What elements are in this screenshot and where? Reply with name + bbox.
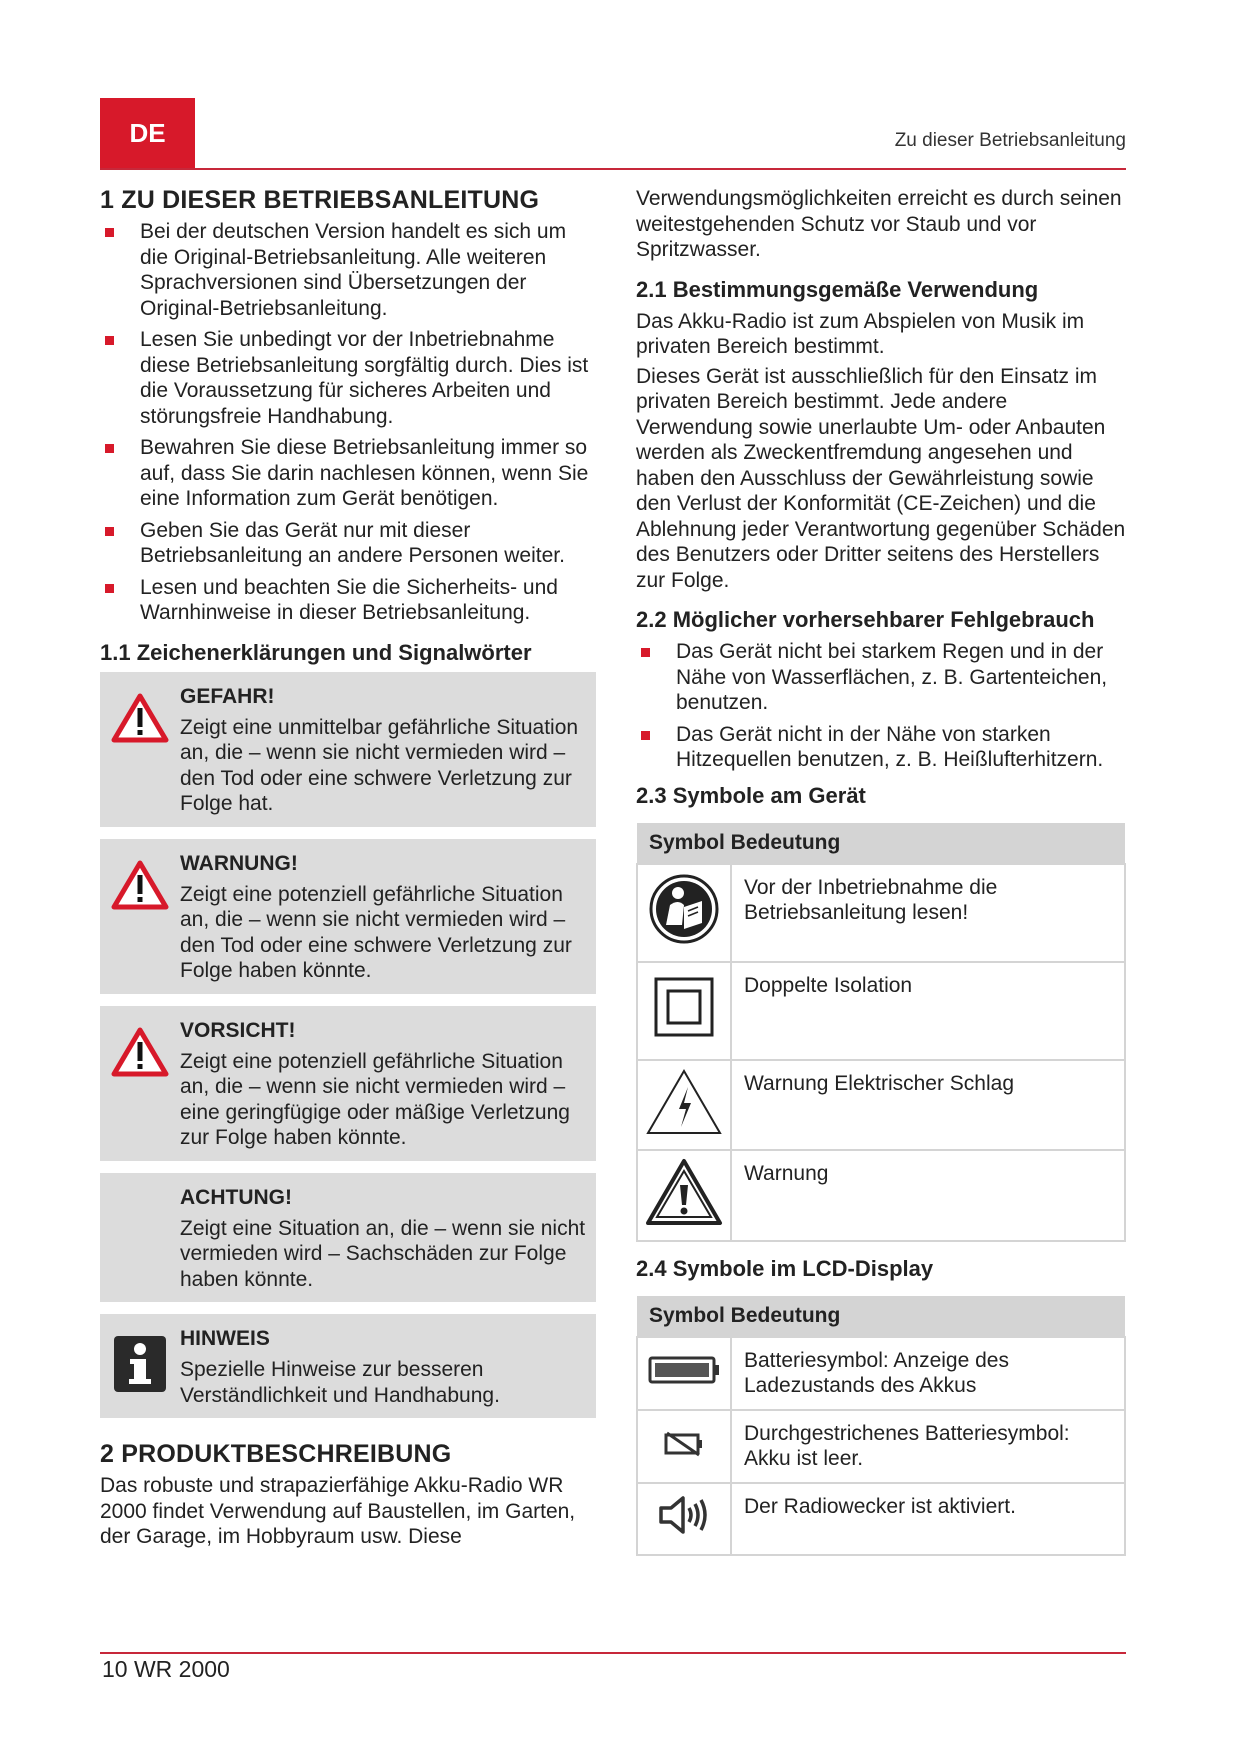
signal-box-achtung: [100, 1173, 596, 1303]
signal-text: Zeigt eine potenziell gefährliche Situation an, die – wenn sie nicht vermieden wird – den Tod oder eine schwere Verletzung zur Folge haben könnte.: [180, 882, 572, 982]
section2-heading: 2 PRODUKTBESCHREIBUNG: [100, 1440, 452, 1468]
section21-paragraph-2: Dieses Gerät ist ausschließlich für den Einsatz im privaten Bereich bestimmt. Jede andere Verwendung sowie unerlaubte Um- oder Anbauten werden als Zweckentfremdung angesehen und haben den Ausschluss der Gewährleistung sowie den Verlust der Konformität (CE-Zeichen) und die Ablehnung jeder Verantwortung gegenüber Schäden des Benutzers oder Dritter seitens des Herstellers zur Folge.: [636, 364, 1126, 592]
table-row: [637, 864, 1125, 962]
symbol-meaning: Batteriesymbol: Anzeige des Ladezustands des Akkus: [731, 1337, 1125, 1410]
section1-heading: 1 ZU DIESER BETRIEBSANLEITUNG: [100, 186, 540, 214]
signal-title: WARNUNG!: [180, 851, 298, 875]
symbol-meaning: Warnung: [731, 1150, 1125, 1241]
signal-text: Zeigt eine potenziell gefährliche Situation an, die – wenn sie nicht vermieden wird – eine geringfügige oder mäßige Verletzung zur Folge haben könnte.: [180, 1049, 570, 1149]
section22-bullet-list: [636, 639, 1126, 773]
footer-divider: [100, 1652, 1126, 1654]
table-row: [637, 1410, 1125, 1483]
header-section-title: Zu dieser Betriebsanleitung: [894, 130, 1126, 151]
device-symbols-table: [636, 823, 1126, 1242]
symbol-meaning: Durchgestrichenes Batteriesymbol: Akku ist leer.: [731, 1410, 1125, 1483]
double-insulation-icon: [653, 976, 715, 1038]
alarm-speaker-icon: [657, 1493, 711, 1537]
section1-bullet-list: [100, 219, 596, 626]
section21-heading: 2.1 Bestimmungsgemäße Verwendung: [636, 276, 1039, 302]
signal-text: Zeigt eine Situation an, die – wenn sie nicht vermieden wird – Sachschäden zur Folge haben könnte.: [180, 1216, 586, 1291]
table-row: [637, 1150, 1125, 1241]
symbol-meaning: Vor der Inbetriebnahme die Betriebsanleitung lesen!: [731, 864, 1125, 962]
list-item: Lesen Sie unbedingt vor der Inbetriebnahme diese Betriebsanleitung sorgfältig durch. Dies ist die Voraussetzung für sicheres Arbeiten und störungsfreie Handhabung.: [100, 327, 596, 429]
right-column: [636, 186, 1126, 1570]
table-row: [637, 1483, 1125, 1555]
read-manual-icon: [648, 873, 720, 945]
signal-title: HINWEIS: [180, 1327, 270, 1350]
list-item: Bewahren Sie diese Betriebsanleitung immer so auf, dass Sie darin nachlesen können, wenn Sie eine Information zum Gerät benötigen.: [100, 435, 596, 512]
signal-box-hinweis: [100, 1314, 596, 1418]
signal-box-warnung: [100, 839, 596, 994]
symbol-meaning: Doppelte Isolation: [731, 962, 1125, 1060]
signal-title: GEFAHR!: [180, 684, 275, 708]
symbol-meaning: Warnung Elektrischer Schlag: [731, 1060, 1125, 1151]
page-number: 10 WR 2000: [102, 1656, 230, 1682]
table-row: [637, 1337, 1125, 1410]
signal-title: ACHTUNG!: [180, 1185, 292, 1209]
language-tab: DE: [100, 98, 195, 168]
list-item: Das Gerät nicht bei starkem Regen und in der Nähe von Wasserflächen, z. B. Gartenteichen, benutzen.: [636, 639, 1126, 716]
section21-paragraph-1: Das Akku-Radio ist zum Abspielen von Musik im privaten Bereich bestimmt.: [636, 309, 1085, 358]
electric-shock-warning-icon: [645, 1067, 723, 1137]
battery-icon: [648, 1355, 720, 1385]
left-column: [100, 186, 596, 1550]
signal-title: VORSICHT!: [180, 1018, 296, 1042]
info-icon: [112, 1334, 168, 1394]
table-row: [637, 962, 1125, 1060]
section11-heading: 1.1 Zeichenerklärungen und Signalwörter: [100, 639, 532, 665]
section24-heading: 2.4 Symbole im LCD-Display: [636, 1255, 934, 1281]
continuation-text: Verwendungsmöglichkeiten erreicht es durch seinen weitestgehenden Schutz vor Staub und vor Spritzwasser.: [636, 187, 1122, 261]
warning-triangle-icon: [111, 859, 169, 911]
warning-triangle-icon: [111, 692, 169, 744]
symbol-meaning: Der Radiowecker ist aktiviert.: [731, 1483, 1125, 1555]
signal-box-vorsicht: [100, 1006, 596, 1161]
section22-heading: 2.2 Möglicher vorhersehbarer Fehlgebrauch: [636, 607, 1095, 632]
table-row: [637, 1060, 1125, 1151]
table-header: Symbol Bedeutung: [637, 1296, 1125, 1337]
signal-text: Zeigt eine unmittelbar gefährliche Situation an, die – wenn sie nicht vermieden wird – den Tod oder eine schwere Verletzung zur Folge hat.: [180, 715, 579, 815]
signal-text: Spezielle Hinweise zur besseren Verständlichkeit und Handhabung.: [180, 1358, 500, 1407]
section23-heading: 2.3 Symbole am Gerät: [636, 782, 866, 808]
warning-triangle-icon: [111, 1026, 169, 1078]
section2-text: Das robuste und strapazierfähige Akku-Radio WR 2000 findet Verwendung auf Baustellen, im Garten, der Garage, im Hobbyraum usw. Diese: [100, 1474, 576, 1548]
list-item: Geben Sie das Gerät nur mit dieser Betriebsanleitung an andere Personen weiter.: [100, 518, 596, 569]
table-header: Symbol Bedeutung: [637, 823, 1125, 864]
list-item: Lesen und beachten Sie die Sicherheits- und Warnhinweise in dieser Betriebsanleitung.: [100, 575, 596, 626]
list-item: Das Gerät nicht in der Nähe von starken Hitzequellen benutzen, z. B. Heißlufterhitzern.: [636, 722, 1126, 773]
list-item: Bei der deutschen Version handelt es sich um die Original-Betriebsanleitung. Alle weiteren Sprachversionen sind Übersetzungen der Original-Betriebsanleitung.: [100, 219, 596, 321]
battery-empty-icon: [663, 1427, 705, 1459]
general-warning-icon: [645, 1157, 723, 1227]
lcd-symbols-table: [636, 1296, 1126, 1556]
header-divider: [100, 168, 1126, 170]
signal-box-gefahr: [100, 672, 596, 827]
